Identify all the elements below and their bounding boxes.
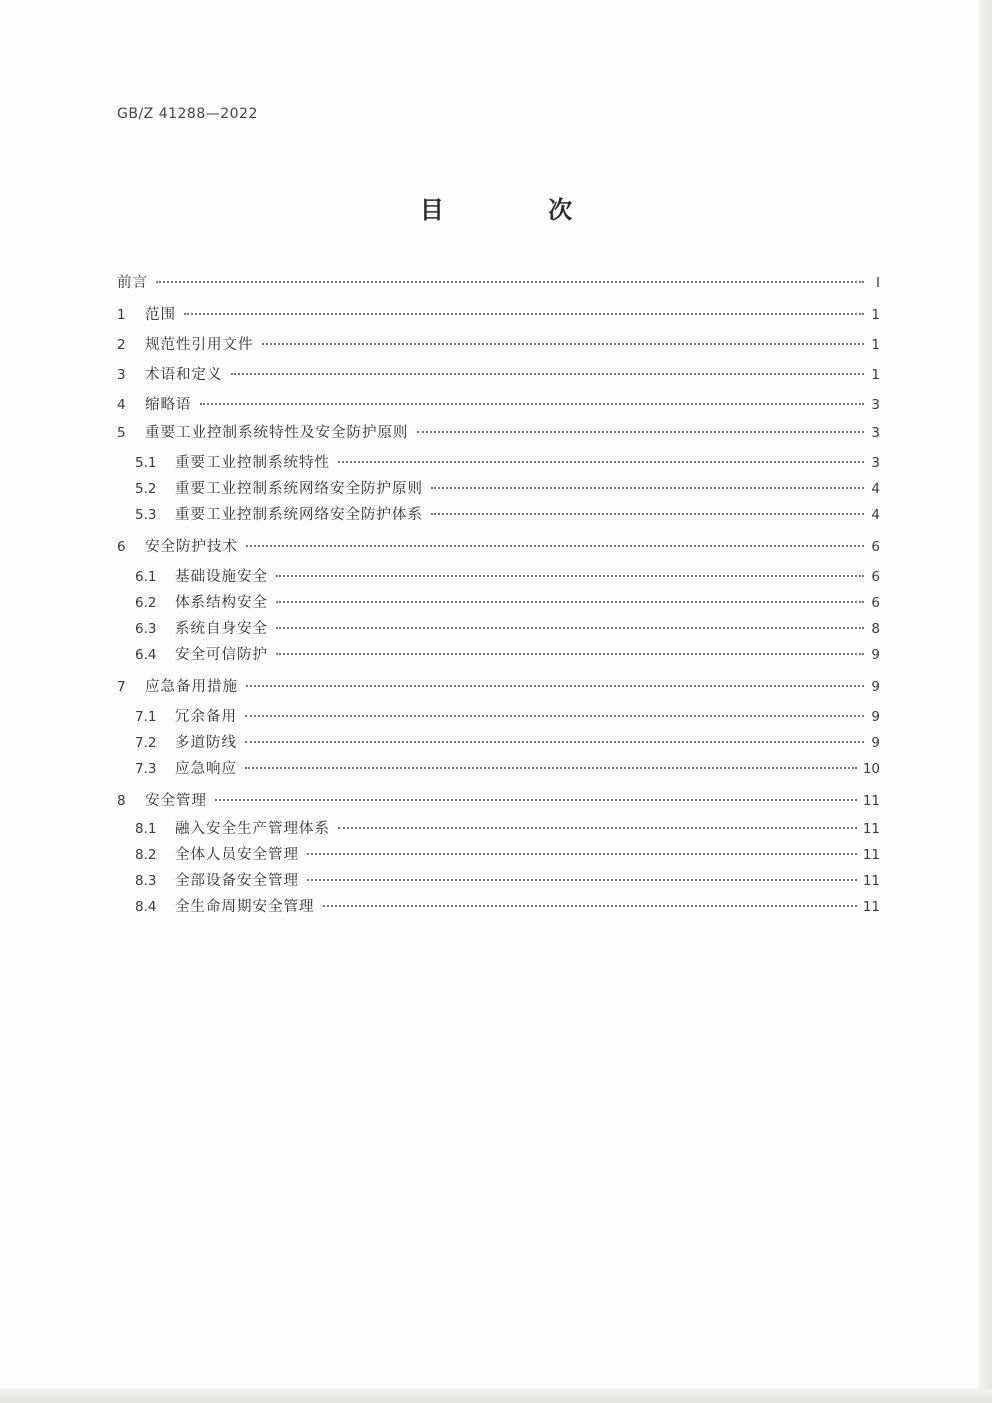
toc-dot-leader xyxy=(338,827,857,829)
toc-entry-number: 4 xyxy=(117,397,126,413)
toc-entry[interactable] xyxy=(135,592,880,614)
toc-entry[interactable] xyxy=(117,536,880,558)
toc-entry-number: 8.3 xyxy=(135,873,157,889)
toc-dot-leader xyxy=(276,653,864,655)
toc-dot-leader xyxy=(200,403,865,405)
toc-entry[interactable] xyxy=(135,504,880,526)
toc-entry-label: 体系结构安全 xyxy=(175,595,268,611)
toc-entry-label: 基础设施安全 xyxy=(175,569,268,585)
toc-entry[interactable] xyxy=(117,422,880,444)
toc-entry-label: 缩略语 xyxy=(145,397,192,413)
toc-entry[interactable] xyxy=(135,732,880,754)
toc-dot-leader xyxy=(246,685,864,687)
toc-entry-label: 前言 xyxy=(117,275,148,291)
toc-entry-label: 全生命周期安全管理 xyxy=(175,899,315,915)
toc-dot-leader xyxy=(338,461,864,463)
toc-dot-leader xyxy=(262,343,865,345)
toc-entry[interactable] xyxy=(117,334,880,356)
toc-entry-number: 1 xyxy=(117,307,126,323)
toc-dot-leader xyxy=(245,715,864,717)
toc-entry-number: 6 xyxy=(117,539,126,555)
toc-dot-leader xyxy=(184,313,864,315)
toc-entry-page-number: 1 xyxy=(871,307,880,323)
toc-entry-number: 2 xyxy=(117,337,126,353)
toc-entry-page-number: 8 xyxy=(871,621,880,637)
toc-entry-label: 范围 xyxy=(145,307,176,323)
toc-entry-label: 系统自身安全 xyxy=(175,621,268,637)
toc-entry-page-number: 10 xyxy=(862,761,880,777)
toc-dot-leader xyxy=(215,799,857,801)
toc-dot-leader xyxy=(307,879,857,881)
toc-entry[interactable] xyxy=(117,272,880,294)
toc-entry-page-number: 11 xyxy=(862,873,880,889)
toc-entry-page-number: 9 xyxy=(871,735,880,751)
toc-entry-label: 融入安全生产管理体系 xyxy=(175,821,330,837)
toc-entry-page-number: 11 xyxy=(862,793,880,809)
toc-entry-label: 安全管理 xyxy=(145,793,207,809)
toc-entry[interactable] xyxy=(135,618,880,640)
toc-entry-label: 冗余备用 xyxy=(175,709,237,725)
toc-dot-leader xyxy=(276,627,864,629)
toc-entry[interactable] xyxy=(135,644,880,666)
toc-entry[interactable] xyxy=(117,394,880,416)
toc-entry-number: 3 xyxy=(117,367,126,383)
toc-entry-number: 8.2 xyxy=(135,847,157,863)
toc-entry-page-number: 11 xyxy=(862,899,880,915)
toc-entry-page-number: Ⅰ xyxy=(876,275,880,291)
toc-dot-leader xyxy=(307,853,857,855)
toc-dot-leader xyxy=(245,767,857,769)
toc-entry-label: 术语和定义 xyxy=(145,367,223,383)
toc-entry-label: 重要工业控制系统网络安全防护原则 xyxy=(175,481,423,497)
toc-dot-leader xyxy=(246,545,864,547)
toc-entry[interactable] xyxy=(135,818,880,840)
toc-entry[interactable] xyxy=(135,758,880,780)
toc-entry-label: 重要工业控制系统网络安全防护体系 xyxy=(175,507,423,523)
toc-entry-number: 6.1 xyxy=(135,569,157,585)
toc-entry[interactable] xyxy=(117,364,880,386)
toc-entry-page-number: 4 xyxy=(871,507,880,523)
toc-entry[interactable] xyxy=(135,706,880,728)
toc-entry-page-number: 6 xyxy=(871,539,880,555)
toc-entry-label: 应急响应 xyxy=(175,761,237,777)
toc-entry[interactable] xyxy=(135,478,880,500)
toc-entry-number: 5 xyxy=(117,425,126,441)
toc-entry-page-number: 9 xyxy=(871,647,880,663)
toc-dot-leader xyxy=(323,905,857,907)
toc-entry-number: 5.3 xyxy=(135,507,157,523)
toc-entry-label: 应急备用措施 xyxy=(145,679,238,695)
toc-entry-label: 安全可信防护 xyxy=(175,647,268,663)
toc-entry-number: 6.4 xyxy=(135,647,157,663)
toc-entry-page-number: 1 xyxy=(871,337,880,353)
toc-entry-page-number: 9 xyxy=(871,679,880,695)
toc-entry-label: 全体人员安全管理 xyxy=(175,847,299,863)
toc-entry-page-number: 11 xyxy=(862,821,880,837)
toc-entry-number: 6.2 xyxy=(135,595,157,611)
toc-entry-page-number: 6 xyxy=(871,569,880,585)
toc-entry[interactable] xyxy=(117,676,880,698)
scan-edge-bottom xyxy=(0,1389,992,1403)
toc-entry-number: 7.2 xyxy=(135,735,157,751)
toc-entry[interactable] xyxy=(117,790,880,812)
toc-entry-label: 安全防护技术 xyxy=(145,539,238,555)
toc-entry-number: 8 xyxy=(117,793,126,809)
toc-entry-page-number: 3 xyxy=(871,425,880,441)
toc-entry-label: 多道防线 xyxy=(175,735,237,751)
standard-code: GB/Z 41288—2022 xyxy=(117,106,258,122)
toc-entry-number: 8.1 xyxy=(135,821,157,837)
toc-entry-number: 5.1 xyxy=(135,455,157,471)
toc-dot-leader xyxy=(431,487,864,489)
toc-entry-page-number: 3 xyxy=(871,455,880,471)
toc-entry[interactable] xyxy=(135,844,880,866)
toc-entry-page-number: 3 xyxy=(871,397,880,413)
toc-dot-leader xyxy=(156,281,864,283)
toc-entry[interactable] xyxy=(135,870,880,892)
toc-entry-number: 6.3 xyxy=(135,621,157,637)
toc-entry-number: 7.1 xyxy=(135,709,157,725)
toc-entry[interactable] xyxy=(135,452,880,474)
toc-dot-leader xyxy=(417,431,865,433)
toc-dot-leader xyxy=(431,513,864,515)
toc-entry-page-number: 6 xyxy=(871,595,880,611)
toc-entry-page-number: 11 xyxy=(862,847,880,863)
toc-entry-number: 7 xyxy=(117,679,126,695)
toc-entry-label: 全部设备安全管理 xyxy=(175,873,299,889)
toc-dot-leader xyxy=(276,575,864,577)
toc-title: 目 次 xyxy=(419,196,621,224)
toc-entry[interactable] xyxy=(135,566,880,588)
toc-entry-label: 重要工业控制系统特性 xyxy=(175,455,330,471)
toc-entry[interactable] xyxy=(135,896,880,918)
toc-entry-number: 8.4 xyxy=(135,899,157,915)
toc-entry-number: 5.2 xyxy=(135,481,157,497)
toc-entry-number: 7.3 xyxy=(135,761,157,777)
toc-entry-label: 重要工业控制系统特性及安全防护原则 xyxy=(145,425,409,441)
toc-entry-page-number: 1 xyxy=(871,367,880,383)
toc-entry-page-number: 4 xyxy=(871,481,880,497)
toc-entry[interactable] xyxy=(117,304,880,326)
toc-dot-leader xyxy=(276,601,864,603)
toc-entry-page-number: 9 xyxy=(871,709,880,725)
toc-dot-leader xyxy=(231,373,865,375)
toc-dot-leader xyxy=(245,741,864,743)
toc-entry-label: 规范性引用文件 xyxy=(145,337,254,353)
